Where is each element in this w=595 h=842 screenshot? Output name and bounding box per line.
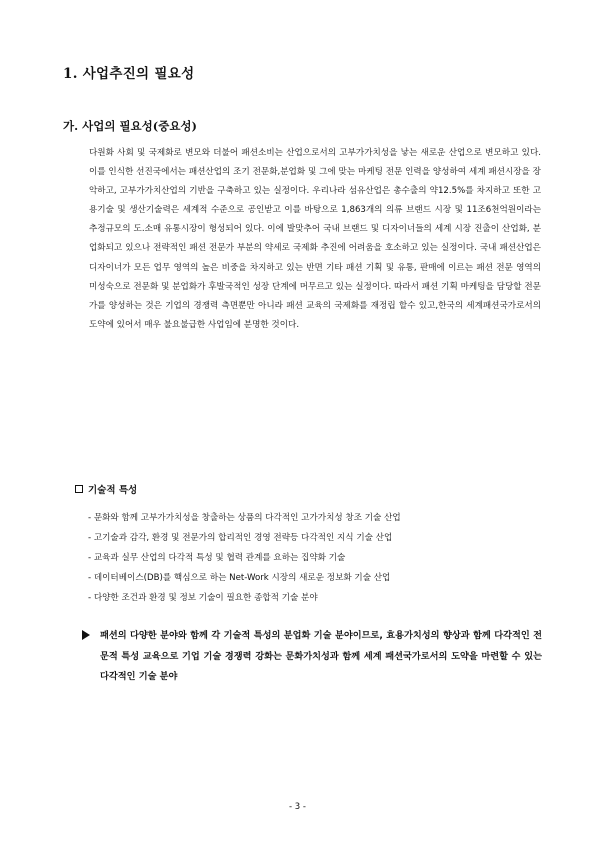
subsection-title: 가. 사업의 필요성(중요성) [63, 119, 197, 133]
tech-heading [75, 482, 137, 496]
right-triangle-icon [82, 630, 90, 640]
list-item: - 교육과 실무 산업의 다각적 특성 및 협력 관계를 요하는 집약화 기술 [88, 552, 346, 563]
page-number: - 3 - [289, 802, 306, 812]
summary-text: 패션의 다양한 분야와 함께 각 기술적 특성의 분업화 기술 분야이므로, 효용가치성의 향상과 함께 다각적인 전문적 특성 교육으로 기업 기술 경쟁력 강화는 문화가치성과 함께 세계 패션국가로서의 도약을 마련할 수 있는 다각적인 기술 분야 [100, 630, 542, 682]
list-item: - 문화와 함께 고부가가치성을 창출하는 상품의 다각적인 고가가치성 창조 기술 산업 [88, 513, 401, 523]
tech-feature-list [88, 509, 548, 609]
list-item: - 다양한 조건과 환경 및 정보 기술이 필요한 종합적 기술 분야 [88, 592, 318, 603]
list-item: - 데이터베이스(DB)를 핵심으로 하는 Net-Work 시장의 새로운 정보화 기술 산업 [88, 572, 391, 583]
section-title: 1. 사업추진의 필요성 [63, 66, 195, 82]
body-paragraph: 다원화 사회 및 국제화로 변모와 더불어 패션소비는 산업으로서의 고부가가치성을 낳는 새로운 산업으로 변모하고 있다. 이를 인식한 선진국에서는 패션산업의 조기 전문화,분업화 및 그에 맞는 마케팅 전문 인력을 양성하여 세계 패션시장을 장악하고, 고부가가치산업의 기반을 구축하고 있는 실정이다. 우리나라 섬유산업은 총수출의 약12.5%를 차지하고 또한 고용기술 및 생산기술력은 세계적 수준으로 공인받고 이를 바탕으로 1,863개의 의류 브랜드 시장 및 11조6천억원이라는 추정규모의 도.소매 유통시장이 형성되어 있다. 이에 발맞추어 국내 브랜드 및 디자이너들의 세계 시장 진출이 산업화, 분업화되고 있으나 전략적인 패션 전문가 부분의 약세로 국제화 추진에 어려움을 호소하고 있는 실정이다. 국내 패션산업은 디자이너가 모든 업무 영역의 높은 비중을 차지하고 있는 반면 기타 패션 기획 및 유통, 판매에 이르는 패션 전문 영역의 미성숙으로 전문화 및 분업화가 후발국적인 성장 단계에 머무르고 있는 실정이다. 따라서 패션 기획 마케팅을 담당할 전문가를 양성하는 것은 기업의 경쟁력 측면뿐만 아니라 패션 교육의 국제화를 재정립 할수 있고,한국의 세계패션국가로서의 도약에 있어서 매우 불요불급한 사업임에 분명한 것이다. [89, 148, 541, 330]
summary-block [82, 626, 542, 688]
square-bullet-icon [75, 485, 83, 493]
list-item: - 고기술과 감각, 환경 및 전문가의 합리적인 경영 전략등 다각적인 지식 기술 산업 [88, 532, 393, 543]
tech-heading-label: 기술적 특성 [88, 485, 138, 496]
